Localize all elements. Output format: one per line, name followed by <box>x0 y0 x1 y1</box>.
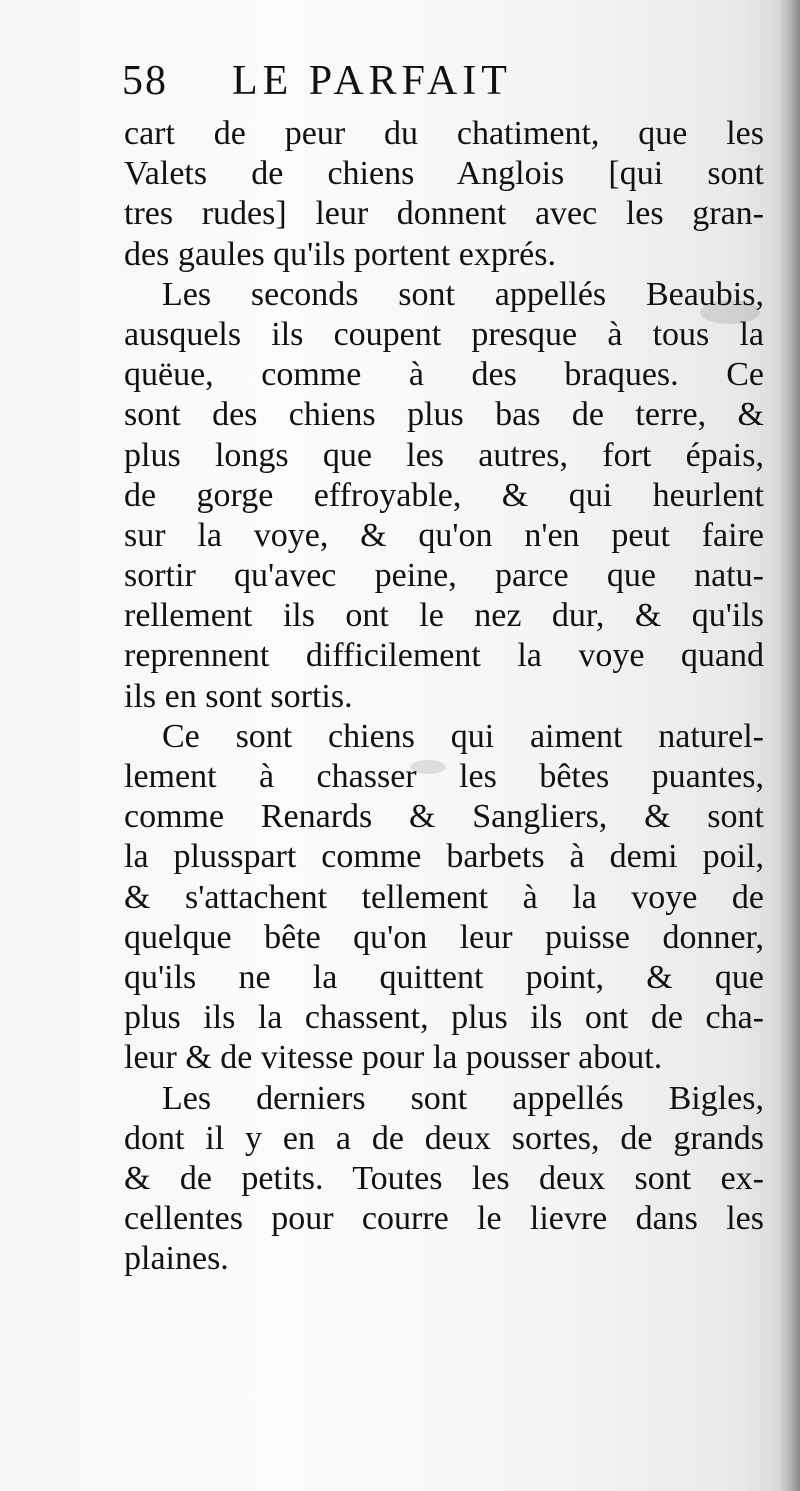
text-line: Valets de chiens Anglois [qui sont <box>124 155 764 193</box>
running-title: LE PARFAIT <box>232 58 512 104</box>
text-line: quëue, comme à des braques. Ce <box>124 356 764 394</box>
text-line: rellement ils ont le nez dur, & qu'ils <box>124 597 764 635</box>
text-line: cart de peur du chatiment, que les <box>124 115 764 152</box>
text-line: ausquels ils coupent presque à tous la <box>124 315 764 353</box>
text-line: Ce sont chiens qui aiment naturel- <box>162 717 764 755</box>
text-line: de gorge effroyable, & qui heurlent <box>124 476 764 514</box>
text-line: & s'attachent tellement à la voye de <box>124 878 764 916</box>
text-line: cellentes pour courre le lievre dans les <box>124 1200 764 1238</box>
text-line: plus ils la chassent, plus ils ont de cha- <box>124 999 764 1037</box>
text-line: lement à chasser les bêtes puantes, <box>124 758 764 795</box>
text-line: des gaules qu'ils portent exprés. <box>124 235 556 273</box>
text-line: plus longs que les autres, fort épais, <box>124 436 764 474</box>
text-line: leur & de vitesse pour la pousser about. <box>124 1039 663 1077</box>
text-line: & de petits. Toutes les deux sont ex- <box>124 1159 764 1197</box>
running-head <box>122 56 642 106</box>
body-text <box>124 114 764 1279</box>
page-edge-shadow <box>778 0 800 1491</box>
text-line: tres rudes] leur donnent avec les gran- <box>124 195 764 233</box>
text-line: Les derniers sont appellés Bigles, <box>162 1079 764 1117</box>
text-line: qu'ils ne la quittent point, & que <box>124 958 764 996</box>
text-line: Les seconds sont appellés Beaubis, <box>162 275 764 313</box>
page-number: 58 <box>122 58 168 104</box>
text-line: sur la voye, & qu'on n'en peut faire <box>124 516 764 554</box>
text-line: sortir qu'avec peine, parce que natu- <box>124 557 764 595</box>
text-line: sont des chiens plus bas de terre, & <box>124 396 764 434</box>
text-line: reprennent difficilement la voye quand <box>124 637 764 675</box>
text-line: plaines. <box>124 1240 229 1278</box>
text-line: la plusspart comme barbets à demi poil, <box>124 838 764 876</box>
text-line: dont il y en a de deux sortes, de grands <box>124 1119 764 1157</box>
text-line: ils en sont sortis. <box>124 677 353 715</box>
text-line: comme Renards & Sangliers, & sont <box>124 798 764 836</box>
text-line: quelque bête qu'on leur puisse donner, <box>124 918 764 956</box>
